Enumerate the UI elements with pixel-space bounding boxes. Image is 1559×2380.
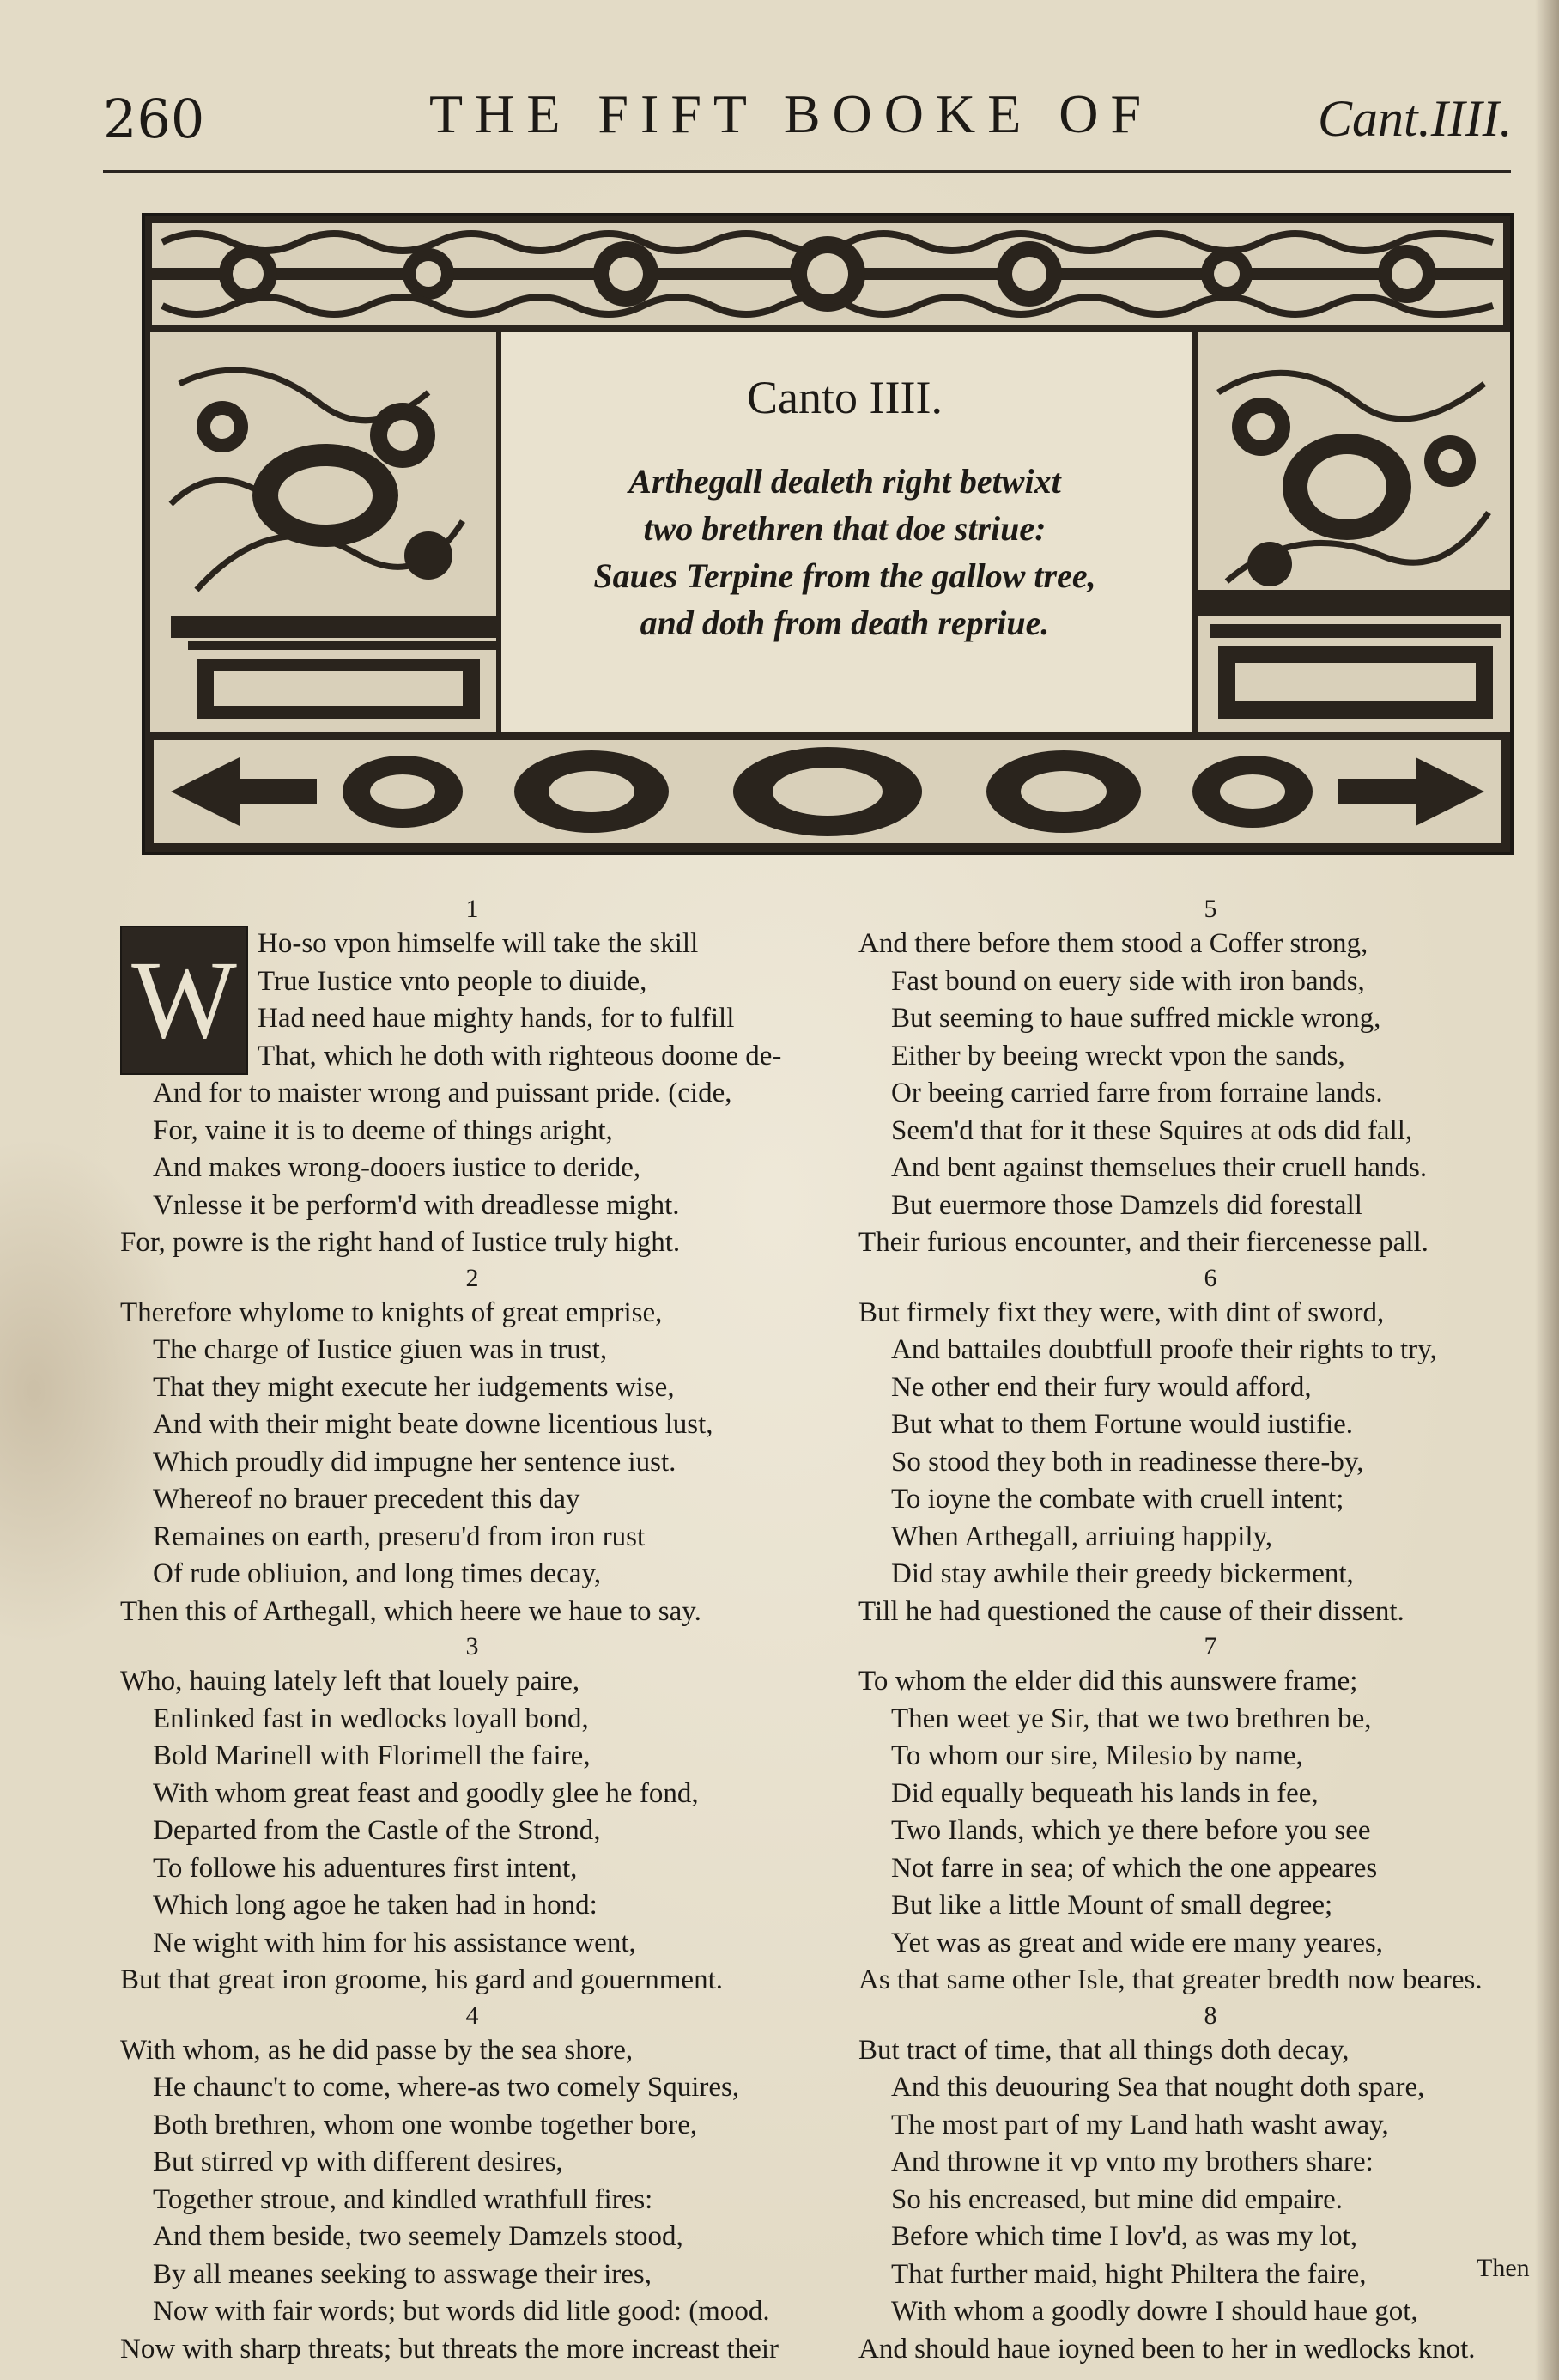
verse-line: So stood they both in readinesse there-by, bbox=[891, 1446, 1364, 1478]
canto-running-label: Cant.IIII. bbox=[1318, 90, 1513, 147]
verse-line: With whom great feast and goodly glee he fond, bbox=[153, 1777, 699, 1809]
verse-line: For, powre is the right hand of Iustice truly hight. bbox=[120, 1227, 681, 1258]
ornamental-drop-cap: W bbox=[120, 926, 248, 1075]
header-rule bbox=[103, 170, 1511, 173]
verse-line: Did stay awhile their greedy bickerment, bbox=[891, 1558, 1354, 1589]
page-number: 260 bbox=[103, 88, 205, 150]
verse-line: Then weet ye Sir, that we two brethren be, bbox=[891, 1703, 1372, 1734]
stanza-7 bbox=[858, 1630, 1559, 2000]
ornamental-band-bottom bbox=[145, 732, 1510, 852]
right-column bbox=[858, 893, 1559, 2368]
verse-line: By all meanes seeking to asswage their ires, bbox=[153, 2258, 652, 2290]
verse-line: And should haue ioyned been to her in wedlocks knot. bbox=[858, 2333, 1476, 2365]
canto-title: Canto IIII. bbox=[747, 372, 943, 423]
verse-line: Or beeing carried farre from forraine lands. bbox=[891, 1078, 1383, 1108]
verse-line: And there before them stood a Coffer strong, bbox=[858, 928, 1368, 959]
stanza-5 bbox=[858, 893, 1559, 1262]
verse-line: But seeming to haue suffred mickle wrong, bbox=[891, 1003, 1381, 1034]
verse-line: He chaunc't to come, where-as two comely Squires, bbox=[153, 2072, 740, 2103]
verse-line: Vnlesse it be perform'd with dreadlesse might. bbox=[153, 1189, 680, 1221]
verse-line: The charge of Iustice giuen was in trust, bbox=[153, 1334, 608, 1365]
stanza-number: 3 bbox=[465, 1632, 479, 1661]
verse-line: Till he had questioned the cause of their dissent. bbox=[858, 1595, 1404, 1627]
verse-line: Did equally bequeath his lands in fee, bbox=[891, 1777, 1319, 1809]
verse-line: Remaines on earth, preseru'd from iron rust bbox=[153, 1521, 646, 1552]
running-head bbox=[0, 79, 1559, 148]
stanza-number: 8 bbox=[1204, 2001, 1217, 2030]
verse-line: Now with sharp threats; but threats the more increast their bbox=[120, 2333, 780, 2365]
verse-line: To whom our sire, Milesio by name, bbox=[891, 1740, 1303, 1771]
stanza-number: 2 bbox=[465, 1263, 479, 1292]
verse-line: Which proudly did impugne her sentence iust. bbox=[153, 1446, 676, 1478]
stanza-3 bbox=[120, 1630, 824, 2000]
verse-line: Ne wight with him for his assistance went, bbox=[153, 1927, 636, 1958]
verse-line: Which long agoe he taken had in hond: bbox=[153, 1890, 598, 1921]
verse-line: That they might execute her iudgements wise, bbox=[153, 1371, 675, 1403]
verse-line: But firmely fixt they were, with dint of sword, bbox=[858, 1296, 1385, 1328]
stanza-number: 6 bbox=[1204, 1263, 1217, 1292]
verse-line: And bent against themselues their cruell hands. bbox=[891, 1152, 1428, 1183]
verse-line: Who, hauing lately left that louely paire, bbox=[120, 1666, 580, 1697]
verse-line: And this deuouring Sea that nought doth spare, bbox=[891, 2072, 1425, 2103]
verse-line: The most part of my Land hath washt away, bbox=[891, 2109, 1389, 2140]
verse-line: Then this of Arthegall, which heere we haue to say. bbox=[120, 1595, 701, 1627]
verse-line: To followe his aduentures first intent, bbox=[153, 1852, 578, 1884]
verse-line: To whom the elder did this aunswere frame; bbox=[858, 1666, 1358, 1697]
verse-line: Together stroue, and kindled wrathfull fires: bbox=[153, 2183, 653, 2215]
catchword: Then bbox=[1477, 2254, 1530, 2282]
book-title: THE FIFT BOOKE OF bbox=[429, 83, 1154, 144]
verse-line: Their furious encounter, and their fiercenesse pall. bbox=[858, 1227, 1429, 1258]
verse-line: But stirred vp with different desires, bbox=[153, 2146, 563, 2177]
verse-line: Ho-so vpon himselfe will take the skill bbox=[258, 928, 699, 959]
verse-line: That, which he doth with righteous doome de- bbox=[258, 1040, 782, 1072]
verse-line: With whom, as he did passe by the sea shore, bbox=[120, 2034, 634, 2066]
stanza-2 bbox=[120, 1262, 824, 1631]
verse-line: Fast bound on euery side with iron bands, bbox=[891, 965, 1365, 997]
verse-line: But like a little Mount of small degree; bbox=[891, 1890, 1333, 1921]
verse-line: And for to maister wrong and puissant pride. (cide, bbox=[153, 1078, 732, 1108]
verse-line: And them beside, two seemely Damzels stood, bbox=[153, 2221, 683, 2252]
left-column bbox=[120, 893, 824, 2368]
woodcut-headpiece bbox=[142, 213, 1514, 855]
verse-line: Ne other end their fury would afford, bbox=[891, 1371, 1312, 1403]
stanza-number: 1 bbox=[465, 895, 479, 923]
verse-line: Before which time I lov'd, as was my lot, bbox=[891, 2221, 1358, 2252]
verse-line: Bold Marinell with Florimell the faire, bbox=[153, 1740, 591, 1771]
verse-line: But euermore those Damzels did forestall bbox=[891, 1189, 1362, 1221]
verse-line: Of rude obliuion, and long times decay, bbox=[153, 1558, 602, 1589]
cherub-woodcut-right bbox=[1192, 332, 1510, 732]
stanza-number: 4 bbox=[465, 2001, 479, 2030]
stanza-1 bbox=[120, 893, 824, 1262]
argument-line: two brethren that doe striue: bbox=[643, 509, 1046, 548]
verse-line: Two Ilands, which ye there before you see bbox=[891, 1815, 1371, 1846]
verse-line: Not farre in sea; of which the one appeares bbox=[891, 1852, 1378, 1884]
verse-line: For, vaine it is to deeme of things aright, bbox=[153, 1114, 613, 1146]
argument-line: Saues Terpine from the gallow tree, bbox=[593, 556, 1096, 595]
verse-line: And makes wrong-dooers iustice to deride, bbox=[153, 1152, 641, 1183]
verse-line: But that great iron groome, his gard and gouernment. bbox=[120, 1964, 723, 1995]
verse-line: As that same other Isle, that greater bredth now beares. bbox=[858, 1964, 1483, 1995]
ornamental-band-top bbox=[145, 216, 1510, 332]
verse-line: And with their might beate downe licentious lust, bbox=[153, 1409, 713, 1440]
verse-line: And battailes doubtfull proofe their rights to try, bbox=[891, 1334, 1437, 1365]
stanza-number: 7 bbox=[1204, 1632, 1217, 1661]
verse-line: Either by beeing wreckt vpon the sands, bbox=[891, 1040, 1345, 1072]
argument-line: and doth from death repriue. bbox=[640, 604, 1050, 642]
verse-line: Yet was as great and wide ere many yeares, bbox=[891, 1927, 1384, 1958]
verse-line: That further maid, hight Philtera the faire, bbox=[891, 2258, 1367, 2290]
verse-line: But tract of time, that all things doth decay, bbox=[858, 2034, 1350, 2066]
verse-line: Both brethren, whom one wombe together bore, bbox=[153, 2109, 698, 2140]
verse-line: To ioyne the combate with cruell intent; bbox=[891, 1484, 1344, 1515]
verse-line: Had need haue mighty hands, for to fulfill bbox=[258, 1003, 735, 1034]
verse-line: Seem'd that for it these Squires at ods did fall, bbox=[891, 1114, 1413, 1146]
verse-line: Now with fair words; but words did litle good: (mood. bbox=[153, 2296, 770, 2327]
canto-heading-box bbox=[497, 332, 1192, 732]
verse-line: And throwne it vp vnto my brothers share: bbox=[891, 2146, 1374, 2177]
cherub-woodcut-left bbox=[145, 332, 501, 732]
verse-line: But what to them Fortune would iustifie. bbox=[891, 1409, 1354, 1440]
verse-line: Whereof no brauer precedent this day bbox=[153, 1484, 580, 1515]
stanza-6 bbox=[858, 1262, 1559, 1631]
verse-line: Enlinked fast in wedlocks loyall bond, bbox=[153, 1703, 589, 1734]
stanza-8 bbox=[858, 2000, 1559, 2369]
verse-line: True Iustice vnto people to diuide, bbox=[258, 965, 647, 997]
verse-line: Departed from the Castle of the Strond, bbox=[153, 1815, 601, 1846]
stanza-number: 5 bbox=[1204, 895, 1217, 923]
stanza-4 bbox=[120, 2000, 824, 2369]
argument-line: Arthegall dealeth right betwixt bbox=[628, 462, 1061, 501]
verse-line: Therefore whylome to knights of great emprise, bbox=[120, 1296, 663, 1328]
verse-line: With whom a goodly dowre I should haue got, bbox=[891, 2296, 1418, 2327]
verse-line: So his encreased, but mine did empaire. bbox=[891, 2183, 1344, 2215]
verse-line: When Arthegall, arriuing happily, bbox=[891, 1521, 1273, 1552]
